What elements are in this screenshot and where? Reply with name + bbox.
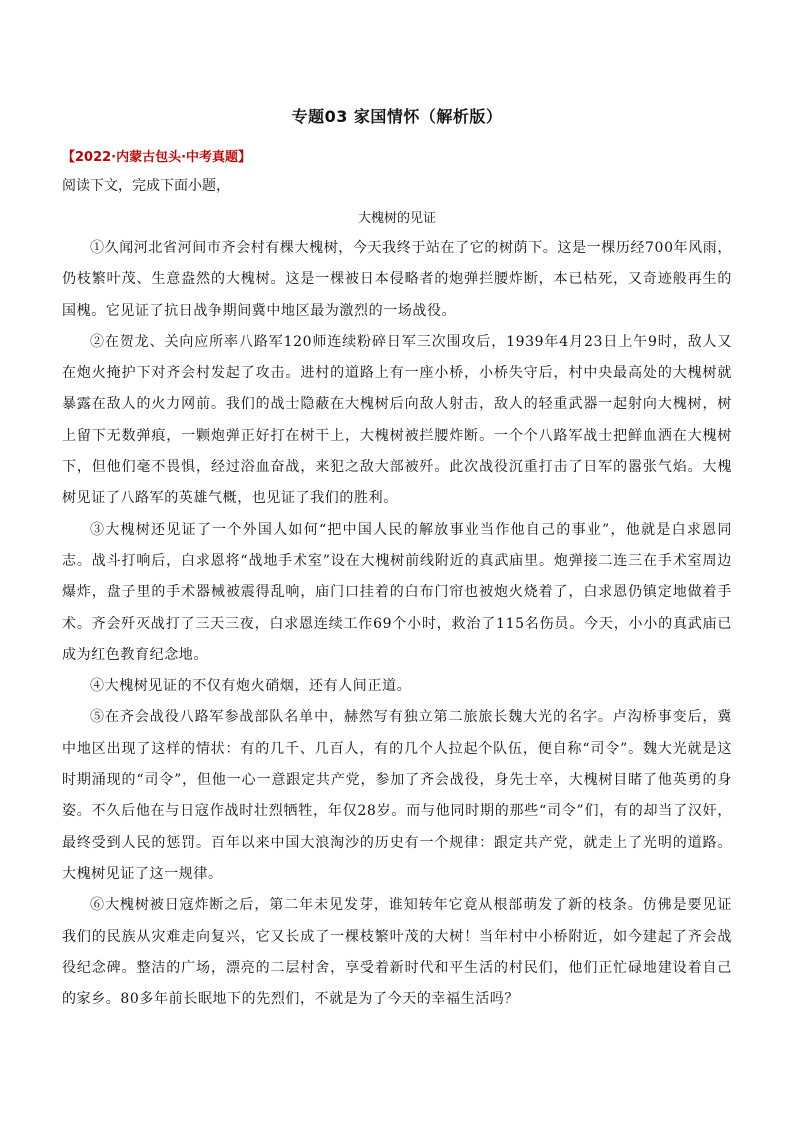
- paragraph-1: ①久闻河北省河间市齐会村有棵大槐树，今天我终于站在了它的树荫下。这是一棵历经700年风雨，仍枝繁叶茂、生意盎然的大槐树。这是一棵被日本侵略者的炮弹拦腰炸断，本已枯死，又奇迹般再生的国槐。它见证了抗日战争期间冀中地区最为激烈的一场战役。: [62, 240, 732, 319]
- paragraph-4: ④大槐树见证的不仅有炮火硝烟，还有人间正道。: [90, 678, 412, 695]
- article-body: [62, 233, 732, 1015]
- paragraph-5: ⑤在齐会战役八路军参战部队名单中，赫然写有独立第二旅旅长魏大光的名字。卢沟桥事变后，冀中地区出现了这样的情状：有的几千、几百人，有的几个人拉起个队伍，便自称“司令”。魏大光就是这时期涌现的“司令”，但他一心一意跟定共产党，参加了齐会战役，身先士卒，大槐树目睹了他英勇的身姿。不久后他在与日寇作战时壮烈牺牲，年仅28岁。而与他同时期的那些“司令”们，有的却当了汉奸，最终受到人民的惩罚。百年以来中国大浪淘沙的历史有一个规律：跟定共产党，就走上了光明的道路。大槐树见证了这一规律。: [62, 709, 732, 882]
- paragraph-2: ②在贺龙、关向应所率八路军120师连续粉碎日军三次围攻后，1939年4月23日上午9时，敌人又在炮火掩护下对齐会村发起了攻击。进村的道路上有一座小桥，小桥失守后，村中央最高处的大槐树就暴露在敌人的火力网前。我们的战士隐蔽在大槐树后向敌人射击，敌人的轻重武器一起射向大槐树，树上留下无数弹痕，一颗炮弹正好打在树干上，大槐树被拦腰炸断。一个个八路军战士把鲜血洒在大槐树下，但他们毫不畏惧，经过浴血奋战，来犯之敌大部被歼。此次战役沉重打击了日军的嚣张气焰。大槐树见证了八路军的英雄气概，也见证了我们的胜利。: [62, 333, 732, 507]
- document-title: 专题03 家国情怀（解析版）: [291, 107, 503, 126]
- reading-instruction: 阅读下文，完成下面小题，: [62, 178, 230, 194]
- article-title: 大槐树的见证: [357, 211, 436, 226]
- paragraph-3: ③大槐树还见证了一个外国人如何“把中国人民的解放事业当作他自己的事业”，他就是白求恩同志。战斗打响后，白求恩将“战地手术室”设在大槐树前线附近的真武庙里。炮弹接二连三在手术室周边爆炸，盘子里的手术器械被震得乱响，庙门口挂着的白布门帘也被炮火烧着了，白求恩仍镇定地做着手术。齐会歼灭战打了三天三夜，白求恩连续工作69个小时，救治了115名伤员。今天，小小的真武庙已成为红色教育纪念地。: [62, 521, 732, 663]
- paragraph-6: ⑥大槐树被日寇炸断之后，第二年未见发芽，谁知转年它竟从根部萌发了新的枝条。仿佛是要见证我们的民族从灾难走向复兴，它又长成了一棵枝繁叶茂的大树！当年村中小桥附近，如今建起了齐会战役纪念碑。整洁的广场，漂亮的二层村舍，享受着新时代和平生活的村民们，他们正忙碌地建设着自己的家乡。80多年前长眠地下的先烈们，不就是为了今天的幸福生活吗？: [62, 897, 732, 1008]
- exam-source-tag: 【2022·内蒙古包头·中考真题】: [62, 150, 252, 165]
